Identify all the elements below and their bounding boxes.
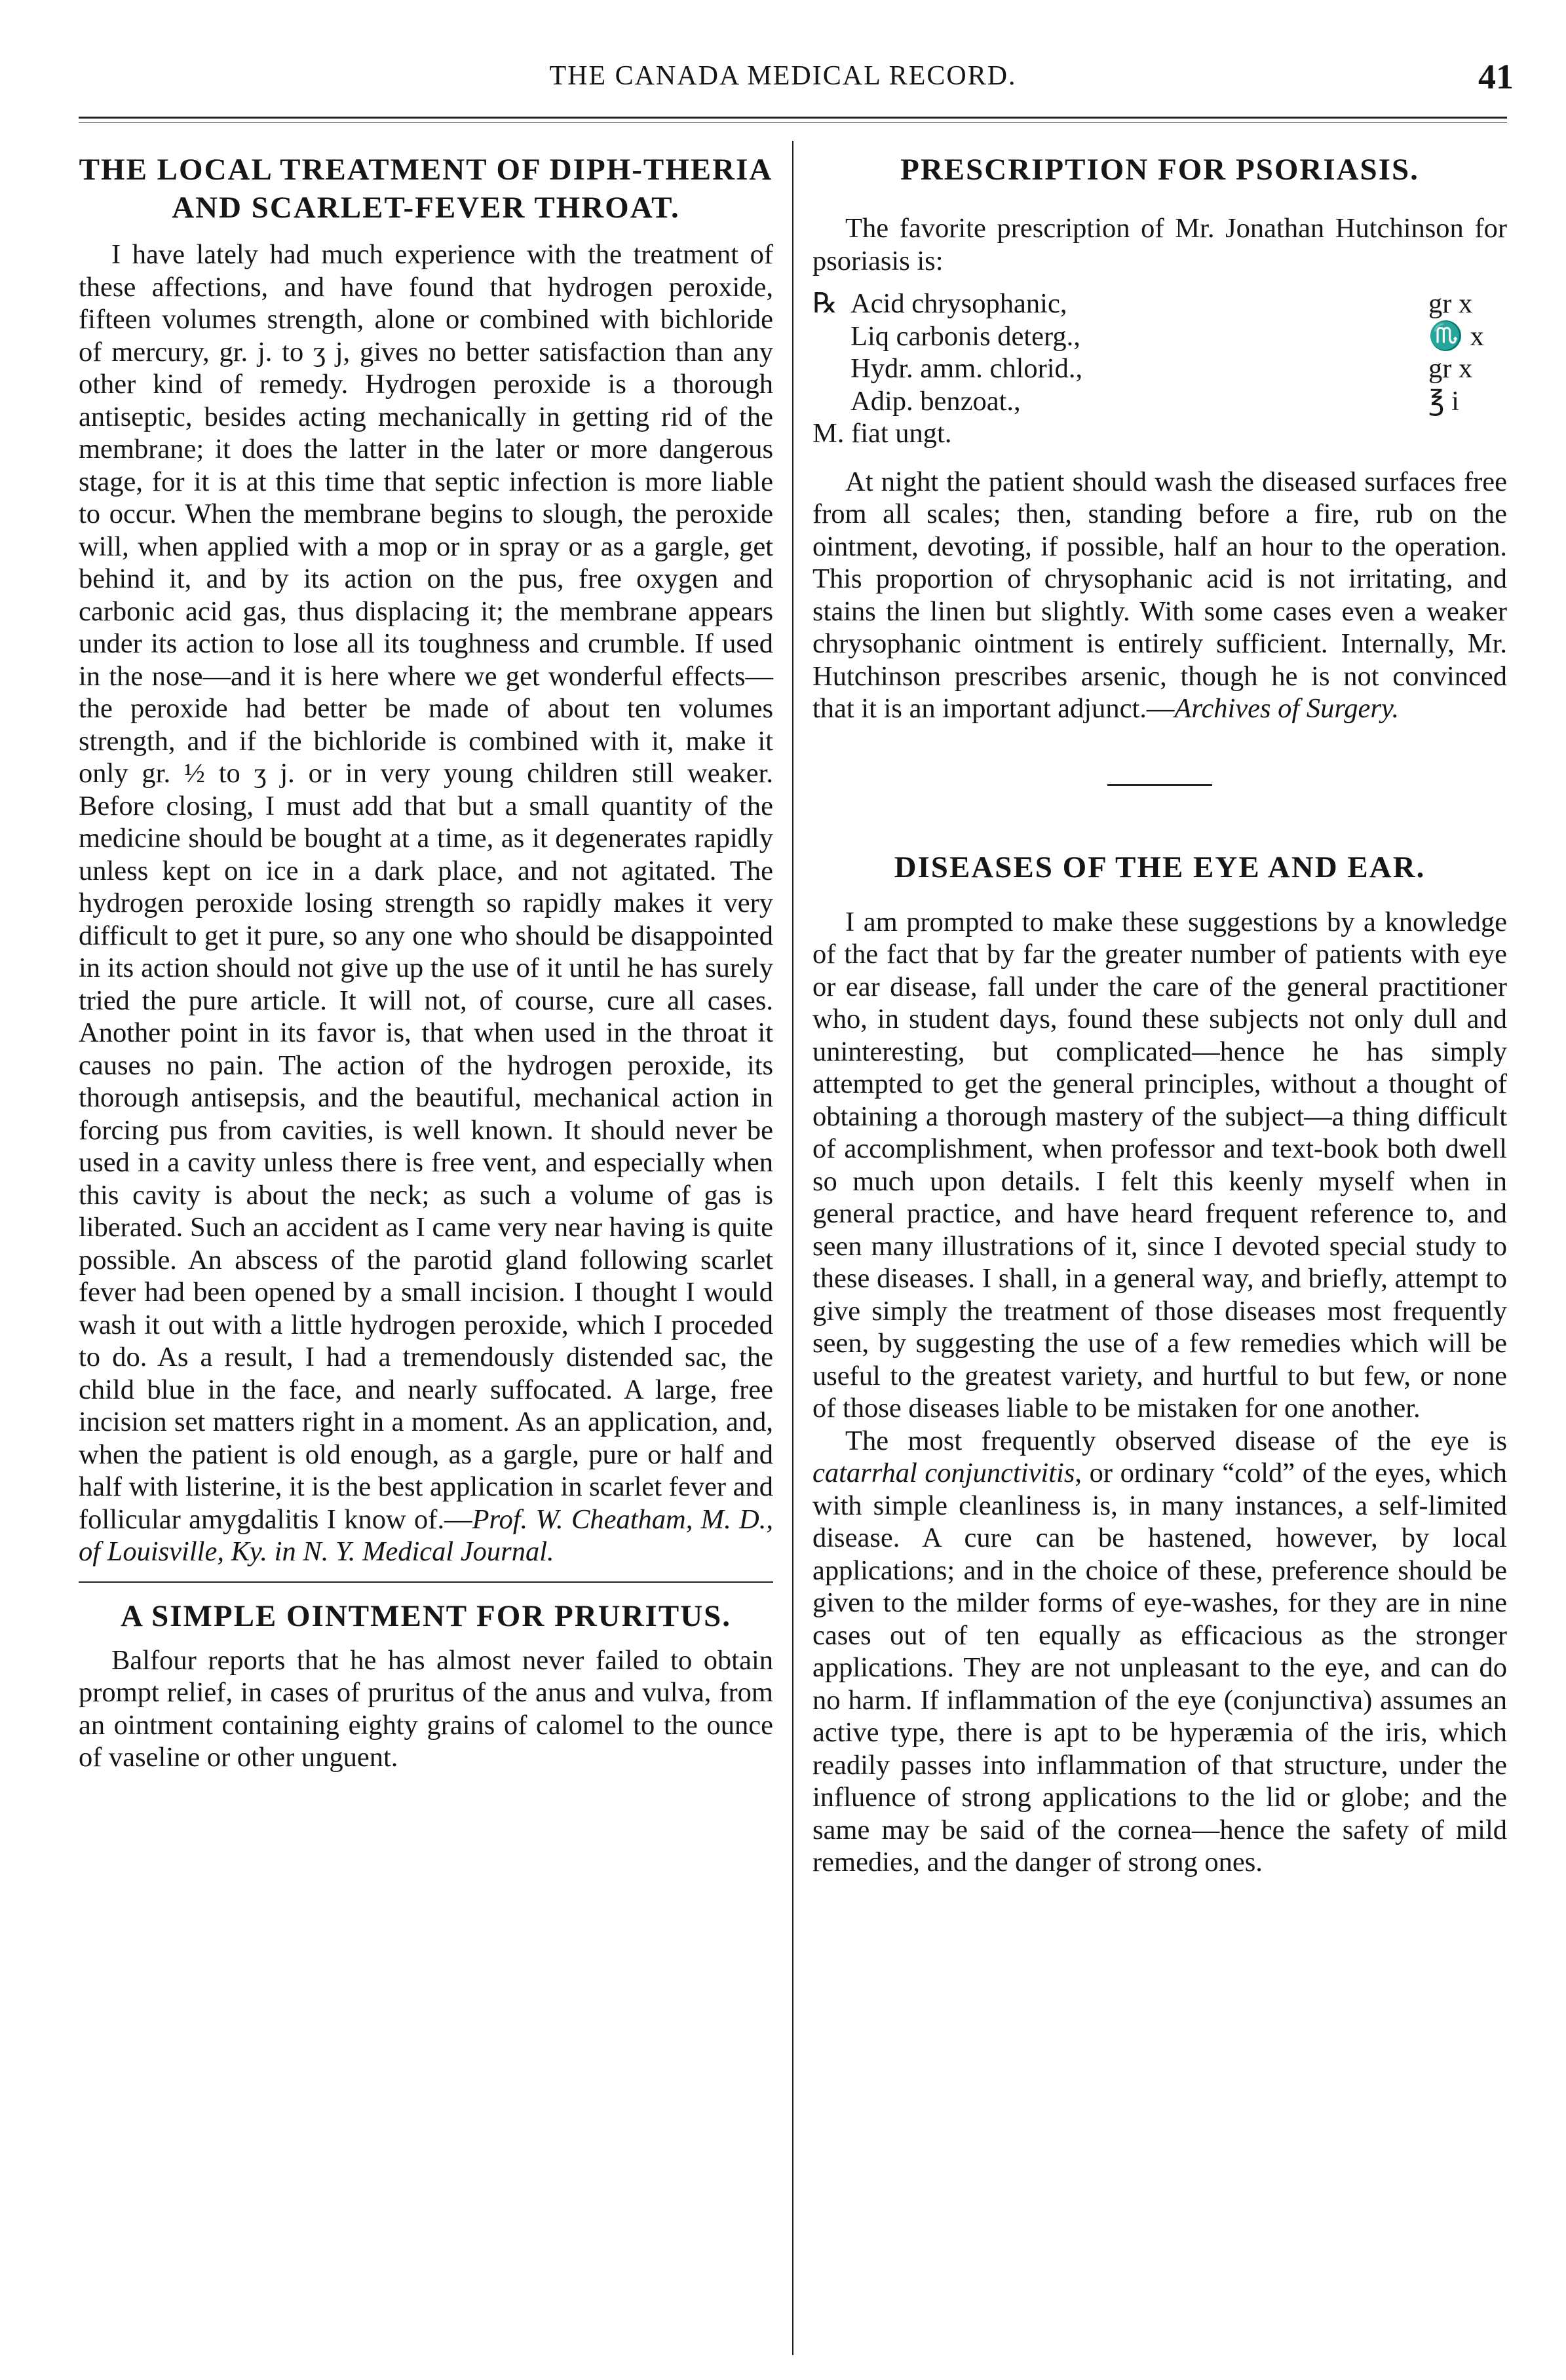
recipe-symbol: ℞: [812, 288, 838, 319]
prescription-line: [812, 352, 1507, 385]
prescription-signature: M. fiat ungt.: [812, 418, 952, 449]
prescription-line: [812, 320, 1507, 353]
ingredient: Adip. benzoat.,: [850, 385, 1021, 417]
running-title: THE CANADA MEDICAL RECORD.: [549, 61, 1017, 91]
column-divider: [792, 141, 793, 2355]
article-title: PRESCRIPTION FOR PSORIASIS.: [900, 153, 1419, 187]
article-citation: Archives of Surgery.: [1174, 693, 1400, 724]
header-rule-top: [79, 117, 1507, 119]
dose: gr x: [1428, 353, 1473, 384]
right-column: [812, 151, 1507, 1879]
article-citation: Prof. W. Cheatham, M. D., of Louisville, Ky. in N. Y. Medical Journal.: [79, 1503, 773, 1567]
dose: ℥ i: [1428, 385, 1459, 417]
article-body: Balfour reports that he has almost never failed to obtain prompt relief, in cases of pruritus of the anus and vulva, from an ointment containing eighty grains of calomel to the ounce of vaseline or other unguent.: [79, 1644, 773, 1773]
header-rule-bottom: [79, 122, 1507, 123]
paragraph-text: , or ordinary “cold” of the eyes, which with simple cleanliness is, in many instances, a self-limited disease. A cure can be hastened, however, by local applications; and in the choice of these, preference should be given to the milder forms of eye-washes, for they are in nine cases out of ten equally as efficacious as the stronger applications. They are not unpleasant to the eye, and can do no harm. If inflammation of the eye (conjunctiva) assumes an active type, there is apt to be hyperæmia of the iris, which readily passes into inflammation of that structure, under the influence of strong applications to the lid or globe; and the same may be said of the cornea—hence the safety of mild remedies, and the danger of strong ones.: [812, 1458, 1507, 1878]
dose: gr x: [1428, 288, 1473, 319]
dose: ♏ x: [1428, 320, 1484, 352]
article-title: A SIMPLE OINTMENT FOR PRURITUS.: [120, 1598, 732, 1633]
article-eye-ear: [812, 848, 1507, 1879]
article-psoriasis: [812, 151, 1507, 725]
left-column: [79, 151, 773, 1774]
ingredient: Liq carbonis deterg.,: [850, 320, 1080, 352]
page-number: 41: [1478, 57, 1514, 96]
ingredient: Hydr. amm. chlorid.,: [850, 353, 1083, 384]
emphasis-term: catarrhal conjunctivitis: [812, 1458, 1075, 1488]
article-paragraph: I am prompted to make these suggestions by a knowledge of the fact that by far the greater number of patients with eye or ear disease, fall under the care of the general practitioner who, in student days, found these subjects not only dull and uninteresting, but complicated—hence he has simply attempted to get the general principles, without a thought of obtaining a thorough mastery of the subject—a thing difficult of accomplishment, when professor and text-book both dwell so much upon details. I felt this keenly myself when in general practice, and have heard frequent reference to, and seen many illustrations of it, since I devoted special study to these diseases. I shall, in a general way, and briefly, attempt to give simply the treatment of those diseases most frequently seen, by suggesting the use of a few remedies which will be useful to the greatest variety, and hurtful to but few, or none of those diseases liable to be mistaken for one another.: [812, 906, 1507, 1424]
prescription-line: [812, 288, 1507, 320]
recipe-symbol: [812, 385, 850, 418]
article-diphtheria: [79, 151, 773, 1568]
article-pruritus: [79, 1597, 773, 1774]
article-text: I have lately had much experience with the treatment of these affections, and have found that hydrogen peroxide, fifteen volumes strength, alone or combined with bichloride of mercury, gr. j. to ʒ j, gives no better satisfaction than any other kind of remedy. Hydrogen peroxide is a thorough antiseptic, besides acting mechanically in getting rid of the membrane; it does the latter in the later or more dangerous stage, for it is at this time that septic infection is more liable to occur. When the membrane begins to slough, the peroxide will, when applied with a mop or in spray or as a gargle, get behind it, and by its action on the pus, free oxygen and carbonic acid gas, thus displacing it; the membrane appears under its action to lose all its toughness and crumble. If used in the nose—and it is here where we get wonderful effects—the peroxide had better be made of about ten volumes strength, and if the bichloride is combined with it, make it only gr. ½ to ʒ j. or in very young children still weaker. Before closing, I must add that but a small quantity of the medicine should be bought at a time, as it degenerates rapidly unless kept on ice in a dark place, and not agitated. The hydrogen peroxide losing strength so rapidly makes it very difficult to get it pure, so any one who should be disappointed in its action should not give up the use of it until he has surely tried the pure article. It will not, of course, cure all cases. Another point in its favor is, that when used in the throat it causes no pain. The action of the hydrogen peroxide, its thorough antisepsis, and the beautiful, mechanical action in forcing pus from cavities, is well known. It should never be used in a cavity unless there is free vent, and especially when this cavity is about the neck; as such a volume of gas is liberated. Such an accident as I came very near having is quite possible. An abscess of the parotid gland following scarlet fever had been opened by a small incision. I thought I would wash it out with a little hydrogen peroxide, which I proceded to do. As a result, I had a tremendously distended sac, the child blue in the face, and nearly suffocated. A large, free incision set matters right in a moment. As an application, and, when the patient is old enough, as a gargle, pure or half and half with listerine, it is the best application in scarlet fever and follicular amygdalitis I know of.—: [79, 239, 773, 1535]
ingredient: Acid chrysophanic,: [850, 288, 1067, 319]
recipe-symbol: [812, 320, 850, 353]
article-body: [812, 466, 1507, 725]
section-separator: [1107, 784, 1212, 786]
article-paragraph: [812, 1425, 1507, 1879]
prescription: [812, 288, 1507, 450]
article-body: [79, 238, 773, 1568]
article-title: DISEASES OF THE EYE AND EAR.: [894, 850, 1426, 884]
paragraph-text: The most frequently observed disease of the eye is: [845, 1425, 1507, 1456]
article-text: At night the patient should wash the diseased surfaces free from all scales; then, standing before a fire, rub on the ointment, devoting, if possible, half an hour to the operation. This proportion of chrysophanic acid is not irritating, and stains the linen but slightly. With some cases even a weaker chrysophanic ointment is entirely sufficient. Internally, Mr. Hutchinson prescribes arsenic, though he is not convinced that it is an important adjunct.—: [812, 466, 1507, 724]
article-intro: The favorite prescription of Mr. Jonathan Hutchinson for psoriasis is:: [812, 213, 1507, 276]
prescription-line: [812, 385, 1507, 418]
running-head: [0, 57, 1566, 100]
article-title: THE LOCAL TREATMENT OF DIPH-THERIA AND SCARLET-FEVER THROAT.: [79, 153, 773, 225]
recipe-symbol: [812, 352, 850, 385]
section-rule: [79, 1581, 773, 1583]
